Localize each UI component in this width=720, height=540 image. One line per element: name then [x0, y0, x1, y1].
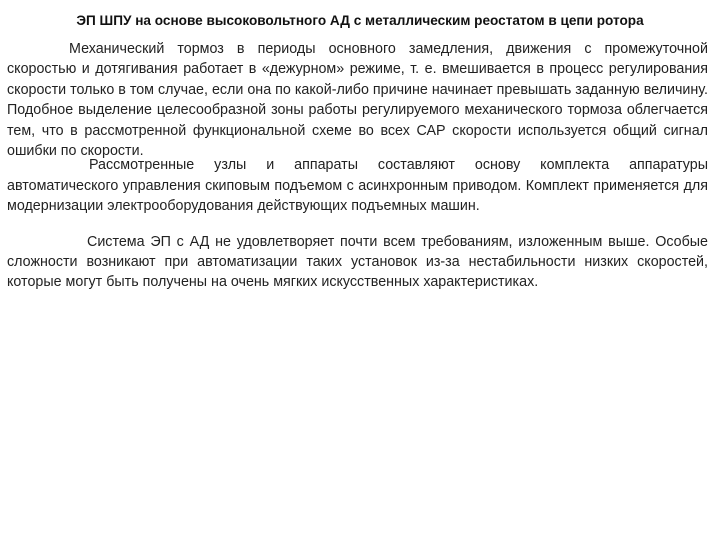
paragraph-mechanical-brake: Механический тормоз в периоды основного замедления, движения с промежуточной скоростью и дотягивания работает в «дежурном» режиме, т. е. вмешивается в процесс регулирования скорости только в том случае, если она по какой-либо причине начинает превышать заданную величину. Подобное выделение целесообразной зоны работы регулируемого механического тормоза облегчается тем, что в рассмотренной функциональной схеме во всех САР скорости используется общий сигнал ошибки по скорости. [7, 41, 708, 160]
slide-title: ЭП ШПУ на основе высоковольтного АД с металлическим реостатом в цепи ротора [76, 13, 644, 28]
paragraph-equipment-set: Рассмотренные узлы и аппараты составляют основу комплекта аппаратуры автоматического управления скиповым подъемом с асинхронным приводом. Комплект применяется для модернизации электрооборудования действующих подъемных машин. [7, 157, 708, 215]
slide-body [7, 39, 708, 293]
paragraph-system-limitations: Система ЭП с АД не удовлетворяет почти всем требованиям, изложенным выше. Особые сложности возникают при автоматизации таких установок из-за нестабильности низких скоростей, которые могут быть получены на очень мягких искусственных характеристиках. [7, 233, 708, 291]
